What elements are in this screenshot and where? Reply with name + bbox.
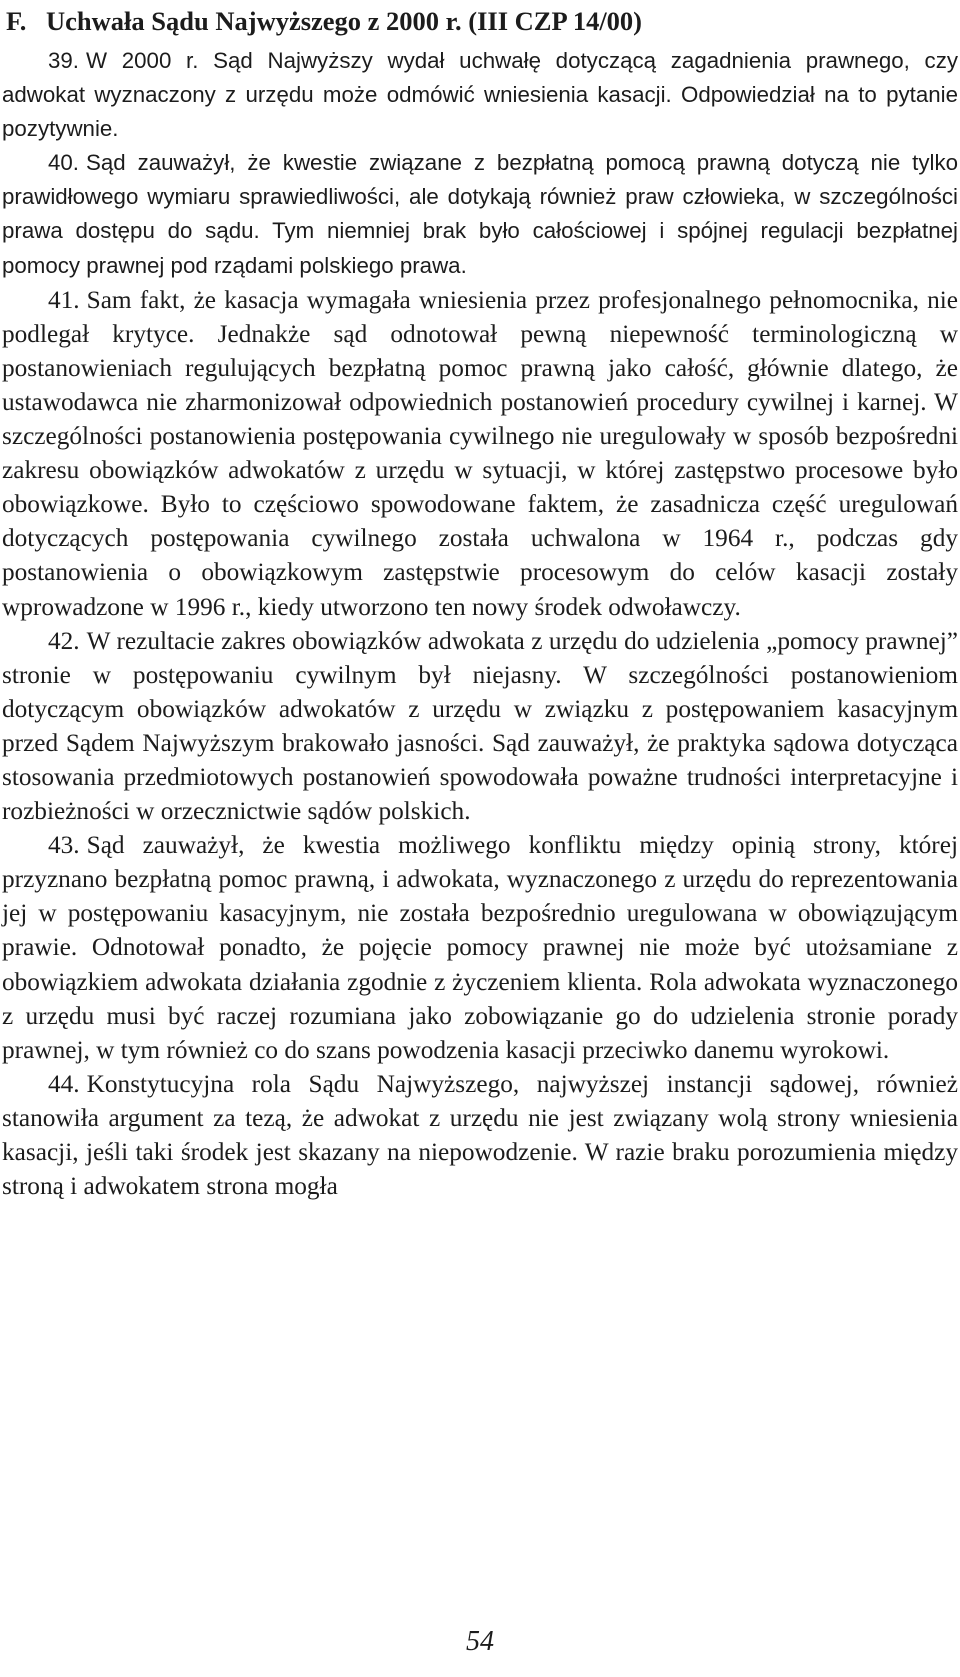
page-number: 54 xyxy=(466,1626,494,1657)
document-body xyxy=(2,44,958,1203)
paragraph-42 xyxy=(2,624,958,829)
paragraph-39 xyxy=(2,44,958,146)
section-title: Uchwała Sądu Najwyższego z 2000 r. (III CZP 14/00) xyxy=(46,6,643,36)
paragraph-text: Sąd zauważył, że kwestie związane z bezpłatną pomocą prawną dotyczą nie tylko prawidłowego wymiaru sprawiedliwości, ale dotykają również praw człowieka, w szczególności prawa dostępu do sądu. Tym niemniej brak było całościowej i spójnej regulacji bezpłatnej pomocy prawnej pod rządami polskiego prawa. xyxy=(2,150,958,278)
paragraph-text: Konstytucyjna rola Sądu Najwyższego, najwyższej instancji sądowej, również stanowiła argument za tezą, że adwokat z urzędu nie jest związany wolą strony wniesienia kasacji, jeśli taki środek jest skazany na niepowodzenie. W razie braku porozumienia między stroną i adwokatem strona mogła xyxy=(2,1069,958,1201)
section-heading xyxy=(6,2,946,40)
paragraph-44 xyxy=(2,1067,958,1203)
paragraph-text: Sam fakt, że kasacja wymagała wniesienia przez profesjonalnego pełnomocnika, nie podlegał krytyce. Jednakże sąd odnotował pewną niepewność terminologiczną w postanowieniach regulujących bezpłatną pomoc prawną jako całość, głównie dlatego, że ustawodawca nie zharmonizował odpowiednich postanowień procedury cywilnej i karnej. W szczególności postanowienia postępowania cywilnego nie uregulowały w sposób bezpośredni zakresu obowiązków adwokatów z urzędu w sytuacji, w której zastępstwo procesowe było obowiązkowe. Było to częściowo spowodowane faktem, że zasadnicza część uregulowań dotyczących postępowania cywilnego została uchwalona w 1964 r., podczas gdy postanowienia o obowiązkowym zastępstwie procesowym do celów kasacji zostały wprowadzone w 1996 r., kiedy utworzono ten nowy środek odwoławczy. xyxy=(2,285,958,621)
paragraph-number: 44. xyxy=(48,1069,80,1098)
paragraph-number: 42. xyxy=(48,626,80,655)
paragraph-text: Sąd zauważył, że kwestia możliwego konfliktu między opinią strony, której przyznano bezpłatną pomoc prawną, i adwokata, wyznaczonego z urzędu do reprezentowania jej w postępowaniu kasacyjnym, nie została bezpośrednio uregulowana w obowiązującym prawie. Odnotował ponadto, że pojęcie pomocy prawnej nie może być utożsamiane z obowiązkiem adwokata działania zgodnie z życzeniem klienta. Rola adwokata wyznaczonego z urzędu musi być raczej rozumiana jako zobowiązanie go do udzielenia stronie porady prawnej, w tym również co do szans powodzenia kasacji przeciwko danemu wyrokowi. xyxy=(2,831,958,1064)
paragraph-number: 43. xyxy=(48,831,80,860)
section-letter: F. xyxy=(6,6,27,36)
paragraph-40 xyxy=(2,146,958,282)
paragraph-43 xyxy=(2,828,958,1067)
paragraph-number: 40. xyxy=(48,150,79,176)
paragraph-text: W rezultacie zakres obowiązków adwokata z urzędu do udzielenia „pomocy prawnej” stronie w postępowaniu cywilnym był niejasny. W szczególności postanowieniom dotyczącym obowiązków adwokatów z urzędu w związku z postępowaniem kasacyjnym przed Sądem Najwyższym brakowało jasności. Sąd zauważył, że praktyka sądowa dotycząca stosowania przedmiotowych postanowień spowodowała poważne trudności interpretacyjne i rozbieżności w orzecznictwie sądów polskich. xyxy=(2,626,958,826)
paragraph-number: 41. xyxy=(48,285,80,314)
paragraph-41 xyxy=(2,283,958,624)
paragraph-number: 39. xyxy=(48,48,79,73)
paragraph-text: W 2000 r. Sąd Najwyższy wydał uchwałę dotyczącą zagadnienia prawnego, czy adwokat wyznaczony z urzędu może odmówić wniesienia kasacji. Odpowiedział na to pytanie pozytywnie. xyxy=(2,48,958,142)
